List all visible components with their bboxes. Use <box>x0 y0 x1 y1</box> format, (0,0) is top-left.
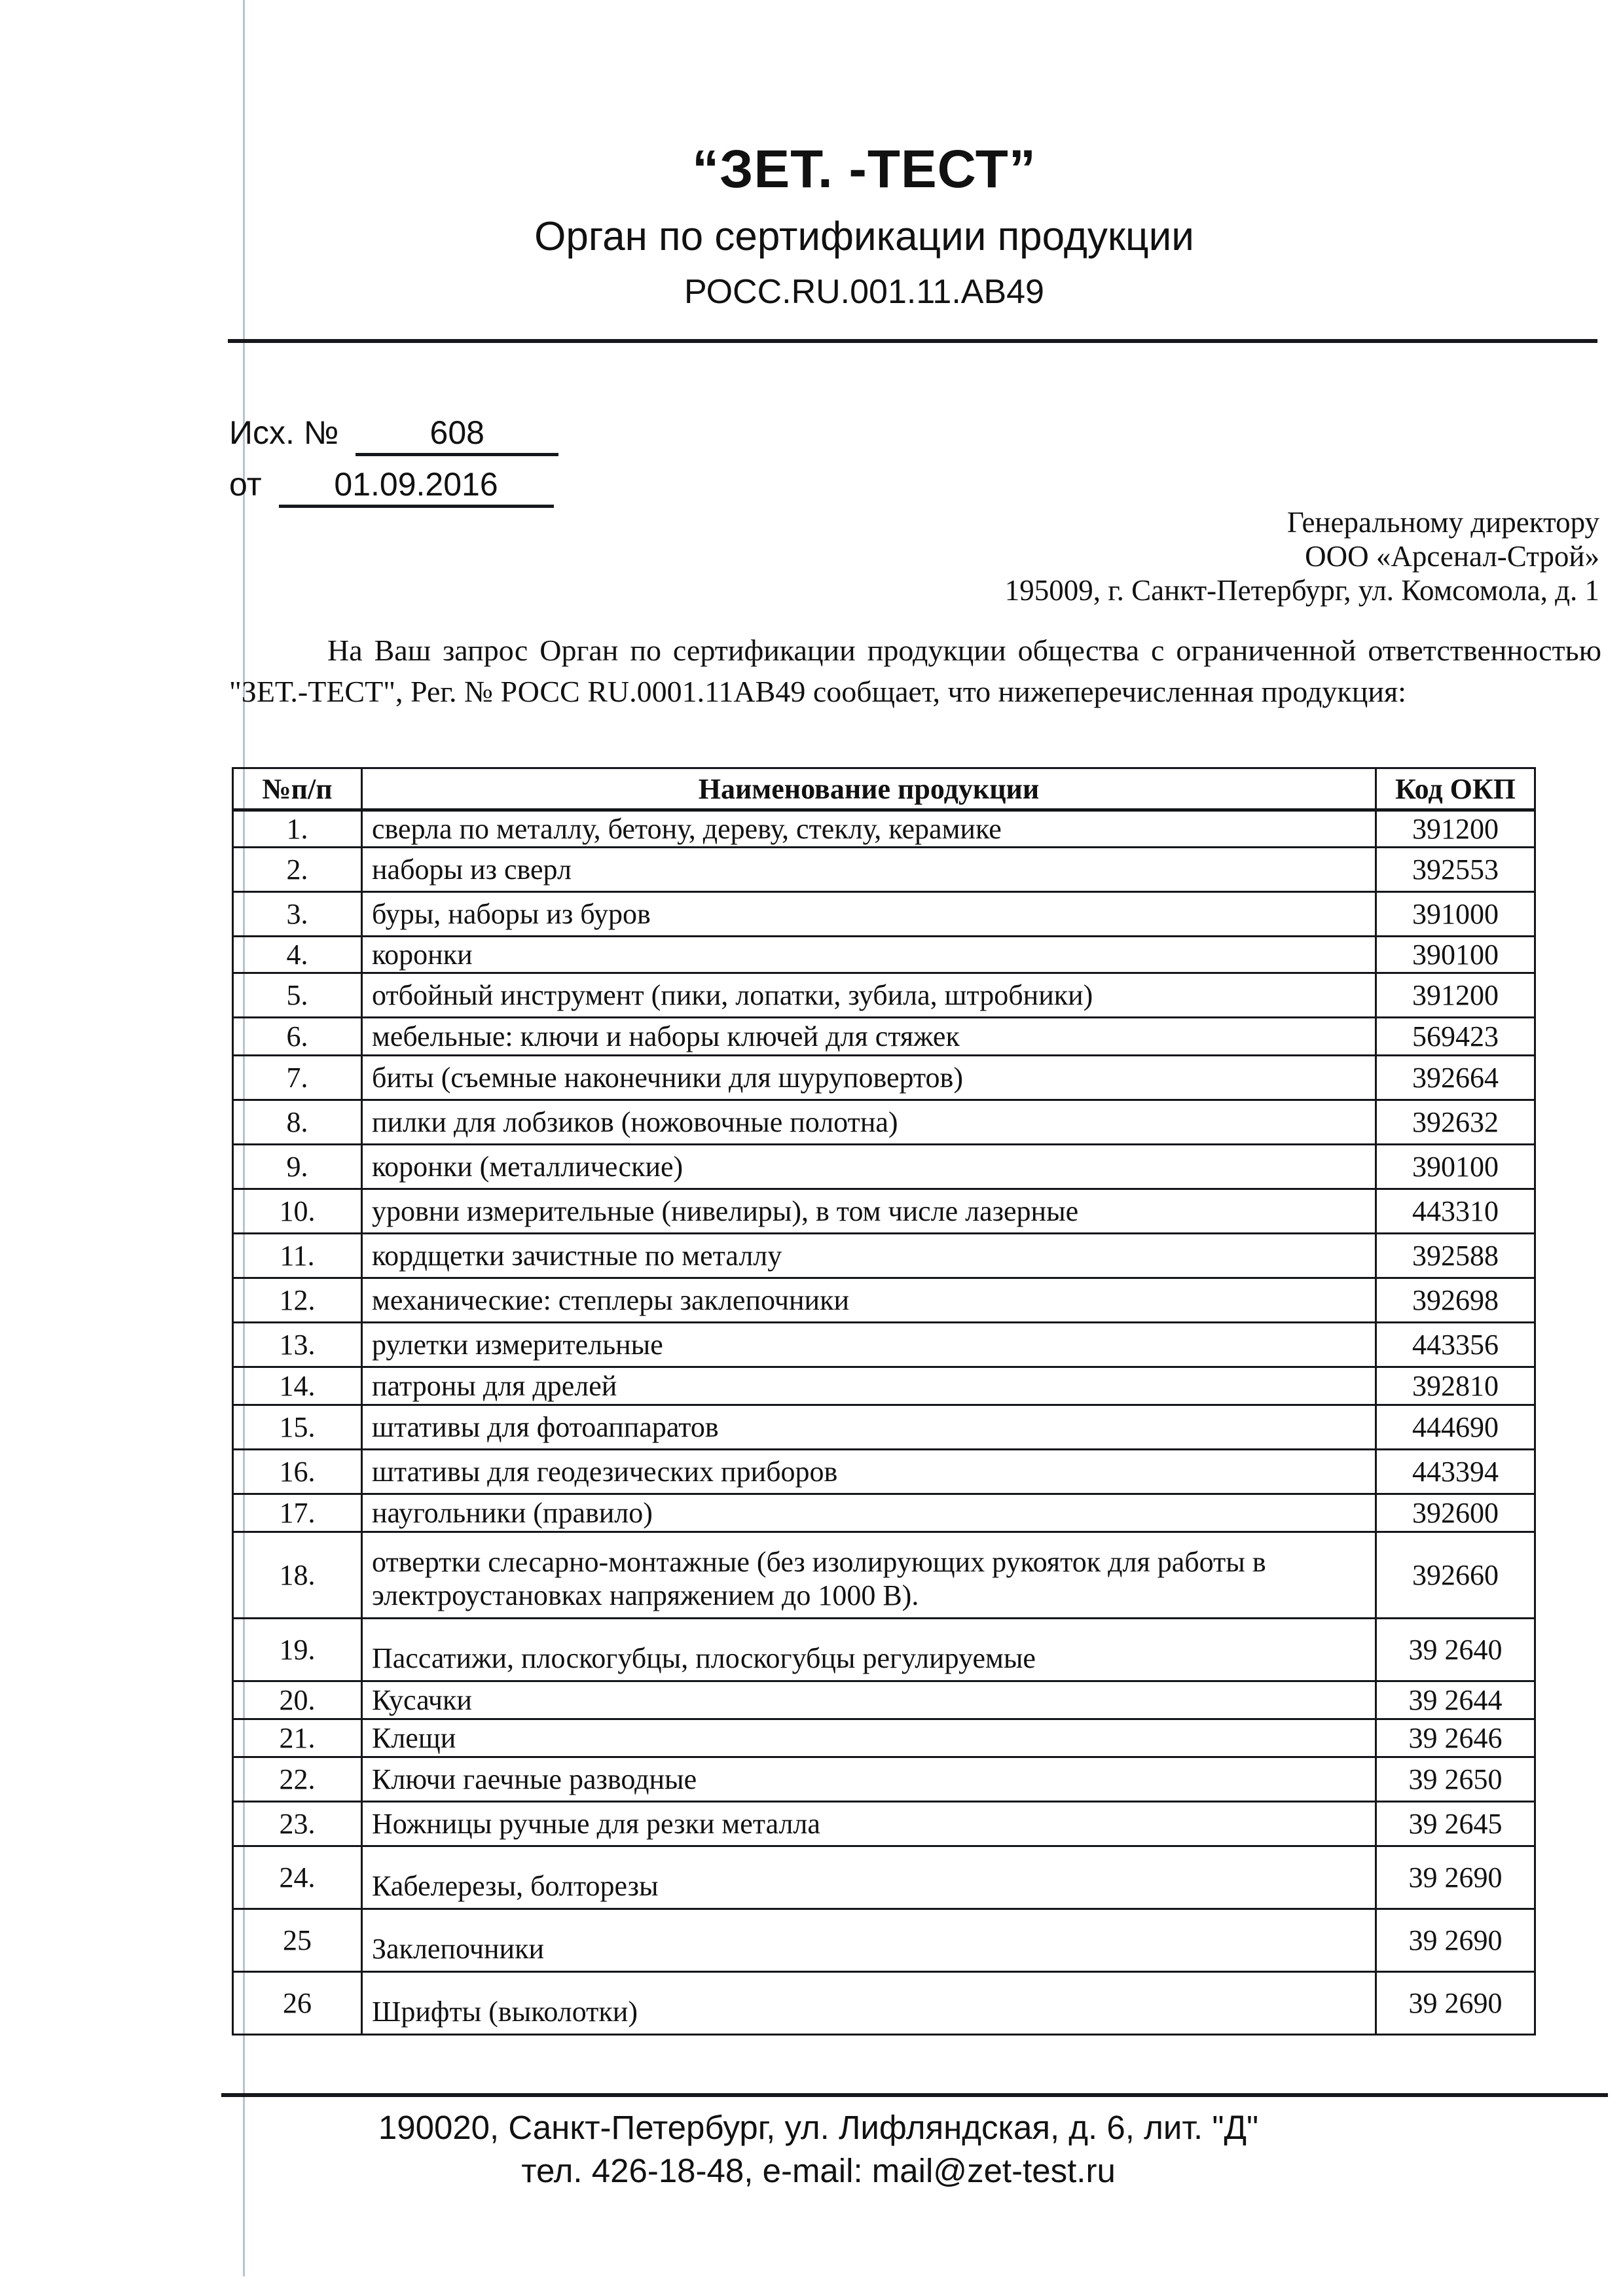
row-number: 23. <box>233 1802 362 1846</box>
row-number: 12. <box>233 1278 362 1323</box>
row-number: 19. <box>233 1619 362 1681</box>
product-name: Шрифты (выколотки) <box>362 1972 1376 2035</box>
row-number: 16. <box>233 1450 362 1494</box>
table-row <box>233 1323 1535 1367</box>
table-row <box>233 1367 1535 1405</box>
okp-code: 39 2645 <box>1376 1802 1535 1846</box>
row-number: 1. <box>233 810 362 848</box>
okp-code: 392632 <box>1376 1100 1535 1145</box>
product-name: мебельные: ключи и наборы ключей для стяжек <box>362 1018 1376 1056</box>
okp-code: 444690 <box>1376 1405 1535 1450</box>
outgoing-date-value: 01.09.2016 <box>279 465 554 508</box>
okp-code: 39 2650 <box>1376 1757 1535 1802</box>
row-number: 17. <box>233 1494 362 1532</box>
product-name: коронки (металлические) <box>362 1145 1376 1189</box>
product-name: штативы для фотоаппаратов <box>362 1405 1376 1450</box>
okp-code: 39 2690 <box>1376 1846 1535 1909</box>
product-name: отбойный инструмент (пики, лопатки, зубила, штробники) <box>362 973 1376 1018</box>
outgoing-number-label: Исх. № <box>229 414 339 451</box>
table-row <box>233 1972 1535 2035</box>
product-name: кордщетки зачистные по металлу <box>362 1234 1376 1278</box>
table-row <box>233 1100 1535 1145</box>
row-number: 22. <box>233 1757 362 1802</box>
okp-code: 390100 <box>1376 1145 1535 1189</box>
okp-code: 392810 <box>1376 1367 1535 1405</box>
product-name: Клещи <box>362 1719 1376 1757</box>
outgoing-date-label: от <box>229 466 262 503</box>
col-header-okp-code: Код ОКП <box>1376 768 1535 810</box>
row-number: 25 <box>233 1909 362 1972</box>
product-name: Ножницы ручные для резки металла <box>362 1802 1376 1846</box>
product-name: отвертки слесарно-монтажные (без изолирующих рукояток для работы в электроустановках напряжением до 1000 В). <box>362 1532 1376 1619</box>
product-name: буры, наборы из буров <box>362 892 1376 937</box>
product-table-body <box>233 810 1535 2035</box>
okp-code: 391200 <box>1376 973 1535 1018</box>
org-registration-number: РОСС.RU.001.11.АВ49 <box>684 273 1044 311</box>
addressee-title: Генеральному директору <box>1286 506 1599 539</box>
okp-code: 443394 <box>1376 1450 1535 1494</box>
row-number: 14. <box>233 1367 362 1405</box>
table-row <box>233 1405 1535 1450</box>
row-number: 24. <box>233 1846 362 1909</box>
addressee-address: 195009, г. Санкт-Петербург, ул. Комсомола, д. 1 <box>1004 574 1599 607</box>
row-number: 13. <box>233 1323 362 1367</box>
product-name: Пассатижи, плоскогубцы, плоскогубцы регулируемые <box>362 1619 1376 1681</box>
table-row <box>233 1056 1535 1100</box>
row-number: 10. <box>233 1189 362 1234</box>
row-number: 8. <box>233 1100 362 1145</box>
table-row <box>233 1802 1535 1846</box>
okp-code: 443356 <box>1376 1323 1535 1367</box>
footer-contacts: тел. 426-18-48, e-mail: mail@zet-test.ru <box>521 2152 1116 2190</box>
okp-code: 390100 <box>1376 937 1535 973</box>
row-number: 7. <box>233 1056 362 1100</box>
product-name: Заклепочники <box>362 1909 1376 1972</box>
product-name: биты (съемные наконечники для шуруповертов) <box>362 1056 1376 1100</box>
table-row <box>233 1532 1535 1619</box>
table-row <box>233 1145 1535 1189</box>
okp-code: 39 2644 <box>1376 1681 1535 1719</box>
product-name: рулетки измерительные <box>362 1323 1376 1367</box>
product-name: наугольники (правило) <box>362 1494 1376 1532</box>
okp-code: 39 2690 <box>1376 1972 1535 2035</box>
org-subtitle: Орган по сертификации продукции <box>534 214 1194 259</box>
table-row <box>233 1278 1535 1323</box>
row-number: 11. <box>233 1234 362 1278</box>
footer-divider <box>221 2093 1608 2097</box>
header-divider <box>228 339 1597 343</box>
product-name: механические: степлеры заклепочники <box>362 1278 1376 1323</box>
okp-code: 391000 <box>1376 892 1535 937</box>
row-number: 5. <box>233 973 362 1018</box>
product-name: наборы из сверл <box>362 848 1376 892</box>
addressee-block <box>1005 505 1599 608</box>
row-number: 3. <box>233 892 362 937</box>
col-header-row-number: №п/п <box>233 768 362 810</box>
outgoing-block <box>229 414 558 517</box>
footer-address: 190020, Санкт-Петербург, ул. Лифляндская, д. 6, лит. "Д" <box>378 2109 1259 2146</box>
product-name: пилки для лобзиков (ножовочные полотна) <box>362 1100 1376 1145</box>
product-name: Кабелерезы, болторезы <box>362 1846 1376 1909</box>
col-header-product-name: Наименование продукции <box>362 768 1376 810</box>
outgoing-date-row <box>229 465 558 508</box>
table-row <box>233 1719 1535 1757</box>
product-name: Ключи гаечные разводные <box>362 1757 1376 1802</box>
row-number: 2. <box>233 848 362 892</box>
table-row <box>233 1619 1535 1681</box>
table-row <box>233 937 1535 973</box>
table-row <box>233 810 1535 848</box>
okp-code: 39 2646 <box>1376 1719 1535 1757</box>
okp-code: 392553 <box>1376 848 1535 892</box>
okp-code: 569423 <box>1376 1018 1535 1056</box>
row-number: 4. <box>233 937 362 973</box>
okp-code: 392600 <box>1376 1494 1535 1532</box>
table-row <box>233 1234 1535 1278</box>
okp-code: 443310 <box>1376 1189 1535 1234</box>
product-table <box>232 767 1536 2036</box>
header-row <box>233 768 1535 810</box>
okp-code: 392588 <box>1376 1234 1535 1278</box>
row-number: 15. <box>233 1405 362 1450</box>
table-row <box>233 848 1535 892</box>
row-number: 18. <box>233 1532 362 1619</box>
org-name: “ЗЕТ. -ТЕСТ” <box>692 139 1036 199</box>
product-name: Кусачки <box>362 1681 1376 1719</box>
okp-code: 39 2690 <box>1376 1909 1535 1972</box>
okp-code: 392698 <box>1376 1278 1535 1323</box>
row-number: 20. <box>233 1681 362 1719</box>
table-row <box>233 1909 1535 1972</box>
row-number: 9. <box>233 1145 362 1189</box>
table-row <box>233 1494 1535 1532</box>
letter-body-paragraph: На Ваш запрос Орган по сертификации продукции общества с ограниченной ответственностью "ЗЕТ.-ТЕСТ", Рег. № РОСС RU.0001.11АВ49 сообщает, что нижеперечисленная продукция: <box>229 634 1601 709</box>
footer-block <box>196 2106 1440 2193</box>
product-name: уровни измерительные (нивелиры), в том числе лазерные <box>362 1189 1376 1234</box>
product-name: сверла по металлу, бетону, дереву, стеклу, керамике <box>362 810 1376 848</box>
table-row <box>233 1846 1535 1909</box>
row-number: 26 <box>233 1972 362 2035</box>
product-name: коронки <box>362 937 1376 973</box>
product-table-head <box>233 768 1535 810</box>
addressee-company: ООО «Арсенал-Строй» <box>1305 540 1599 573</box>
product-name: штативы для геодезических приборов <box>362 1450 1376 1494</box>
okp-code: 39 2640 <box>1376 1619 1535 1681</box>
table-row <box>233 1757 1535 1802</box>
table-row <box>233 1189 1535 1234</box>
okp-code: 392664 <box>1376 1056 1535 1100</box>
row-number: 21. <box>233 1719 362 1757</box>
okp-code: 392660 <box>1376 1532 1535 1619</box>
outgoing-number-row <box>229 414 558 456</box>
outgoing-number-value: 608 <box>356 414 558 456</box>
table-row <box>233 1681 1535 1719</box>
row-number: 6. <box>233 1018 362 1056</box>
okp-code: 391200 <box>1376 810 1535 848</box>
table-row <box>233 892 1535 937</box>
table-row <box>233 973 1535 1018</box>
product-name: патроны для дрелей <box>362 1367 1376 1405</box>
table-row <box>233 1450 1535 1494</box>
table-row <box>233 1018 1535 1056</box>
